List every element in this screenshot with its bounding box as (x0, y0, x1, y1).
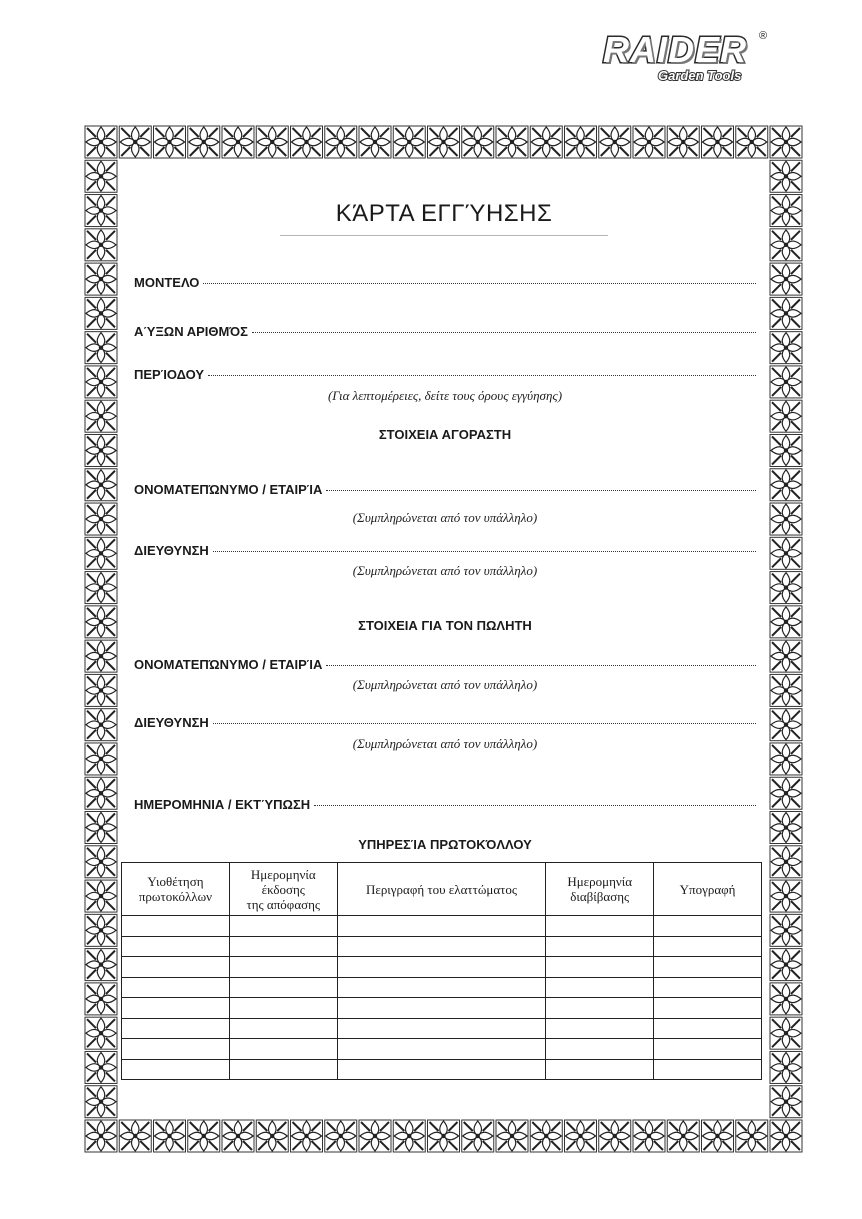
border-ornament-tile (770, 846, 802, 878)
border-ornament-tile (188, 1120, 220, 1152)
serial-label: ΑΎΞΩΝ ΑΡΙΘΜΌΣ (134, 324, 248, 339)
table-cell[interactable] (229, 998, 337, 1019)
border-ornament-tile (85, 640, 117, 672)
border-ornament-tile (770, 503, 802, 535)
col-header-adoption-line1: Υιοθέτηση (147, 874, 204, 889)
border-ornament-tile (291, 1120, 323, 1152)
col-header-defect-description-line1: Περιγραφή του ελαττώματος (365, 881, 518, 897)
seller-address-fill-line[interactable] (213, 722, 756, 724)
border-ornament-tile (188, 126, 220, 158)
border-ornament-tile (736, 1120, 768, 1152)
border-ornament-tile (85, 160, 117, 192)
table-cell[interactable] (654, 998, 762, 1019)
col-header-adoption (122, 863, 230, 916)
col-header-transmission-date-line1: Ημερομηνία (567, 874, 633, 889)
border-ornament-tile (85, 674, 117, 706)
border-ornament-tile (599, 126, 631, 158)
col-header-adoption-line2: πρωτοκόλλων (138, 889, 212, 904)
border-ornament-tile (770, 263, 802, 295)
border-ornament-tile (770, 1086, 802, 1118)
border-ornament-tile (393, 1120, 425, 1152)
period-label: ΠΕΡΊΟΔΟΥ (134, 367, 205, 382)
table-cell[interactable] (654, 936, 762, 957)
table-cell[interactable] (546, 998, 654, 1019)
border-ornament-tile (770, 229, 802, 261)
border-ornament-tile (770, 160, 802, 192)
col-header-decision-date-line1: Ημερομηνία (250, 866, 316, 882)
border-ornament-tile (85, 812, 117, 844)
border-ornament-tile (736, 126, 768, 158)
col-header-signature (654, 863, 762, 916)
border-ornament-tile (496, 1120, 528, 1152)
table-cell[interactable] (337, 977, 546, 998)
border-ornament-tile (428, 126, 460, 158)
border-ornament-tile (770, 640, 802, 672)
col-header-decision-date (229, 863, 337, 916)
col-header-transmission-date-line2: διαβίβασης (570, 889, 630, 904)
table-cell[interactable] (229, 1059, 337, 1080)
table-cell[interactable] (229, 936, 337, 957)
border-ornament-tile (119, 1120, 151, 1152)
table-row (122, 1059, 762, 1080)
border-ornament-tile (85, 366, 117, 398)
border-ornament-tile (428, 1120, 460, 1152)
table-cell[interactable] (546, 936, 654, 957)
border-ornament-tile (85, 606, 117, 638)
buyer-name-field[interactable] (134, 482, 756, 497)
border-ornament-tile (770, 709, 802, 741)
table-cell[interactable] (337, 916, 546, 937)
border-ornament-tile (770, 537, 802, 569)
border-ornament-tile (770, 674, 802, 706)
col-header-signature-line1: Υπογραφή (679, 881, 736, 897)
seller-address-label: ΔΙΕΥΘΥΝΣΗ (134, 715, 209, 730)
page-title: ΚΆΡΤΑ ΕΓΓΎΗΣΗΣ (335, 200, 553, 227)
border-ornament-tile (359, 126, 391, 158)
table-cell[interactable] (122, 1039, 230, 1060)
table-cell[interactable] (122, 957, 230, 978)
border-ornament-tile (770, 812, 802, 844)
table-cell[interactable] (546, 1039, 654, 1060)
table-cell[interactable] (654, 977, 762, 998)
border-ornament-tile (633, 1120, 665, 1152)
border-ornament-tile (85, 1086, 117, 1118)
print-date-label: ΗΜΕΡΟΜΗΝΙΑ / ΕΚΤΎΠΩΣΗ (134, 797, 311, 812)
border-ornament-tile (770, 572, 802, 604)
border-ornament-tile (770, 332, 802, 364)
print-date-fill-line[interactable] (314, 804, 756, 806)
border-ornament-tile (770, 1017, 802, 1049)
border-ornament-tile (496, 126, 528, 158)
border-ornament-tile (85, 537, 117, 569)
border-ornament-tile (770, 1120, 802, 1152)
table-cell[interactable] (337, 998, 546, 1019)
table-cell[interactable] (546, 1059, 654, 1080)
table-cell[interactable] (546, 977, 654, 998)
border-ornament-tile (85, 777, 117, 809)
period-fill-line[interactable] (208, 374, 756, 376)
border-ornament-tile (702, 126, 734, 158)
buyer-address-fill-line[interactable] (213, 550, 756, 552)
border-ornament-tile (770, 366, 802, 398)
seller-name-note: (Συμπληρώνεται από τον υπάλληλο) (352, 677, 538, 692)
border-ornament-tile (85, 1120, 117, 1152)
table-row (122, 998, 762, 1019)
border-ornament-tile (85, 949, 117, 981)
protocol-section-heading: ΥΠΗΡΕΣΊΑ ΠΡΩΤΟΚΌΛΛΟΥ (358, 837, 532, 852)
border-ornament-tile (770, 914, 802, 946)
border-ornament-tile (462, 1120, 494, 1152)
border-ornament-tile (633, 126, 665, 158)
border-ornament-tile (770, 297, 802, 329)
model-label: ΜΟΝΤΕΛΟ (134, 275, 200, 290)
border-ornament-tile (85, 469, 117, 501)
seller-name-fill-line[interactable] (326, 664, 756, 666)
table-cell[interactable] (654, 1018, 762, 1039)
border-ornament-tile (530, 126, 562, 158)
border-ornament-tile (325, 126, 357, 158)
table-cell[interactable] (122, 977, 230, 998)
border-ornament-tile (256, 126, 288, 158)
border-ornament-tile (222, 1120, 254, 1152)
border-ornament-tile (702, 1120, 734, 1152)
seller-name-label: ΟΝΟΜΑΤΕΠΏΝΥΜΟ / ΕΤΑΙΡΊΑ (134, 657, 323, 672)
title-divider (280, 235, 608, 236)
border-ornament-tile (770, 469, 802, 501)
border-ornament-tile (599, 1120, 631, 1152)
border-ornament-tile (85, 983, 117, 1015)
border-ornament-tile (530, 1120, 562, 1152)
border-ornament-tile (85, 880, 117, 912)
table-cell[interactable] (546, 916, 654, 937)
table-cell[interactable] (229, 977, 337, 998)
table-cell[interactable] (337, 936, 546, 957)
buyer-section-heading: ΣΤΟΙΧΕΙΑ ΑΓΟΡΑΣΤΗ (378, 427, 512, 442)
table-cell[interactable] (122, 916, 230, 937)
border-ornament-tile (770, 606, 802, 638)
buyer-name-label: ΟΝΟΜΑΤΕΠΏΝΥΜΟ / ΕΤΑΙΡΊΑ (134, 482, 323, 497)
border-ornament-tile (85, 1017, 117, 1049)
buyer-address-note: (Συμπληρώνεται από τον υπάλληλο) (352, 563, 538, 578)
border-ornament-tile (85, 229, 117, 261)
table-cell[interactable] (122, 1059, 230, 1080)
table-cell[interactable] (337, 1039, 546, 1060)
border-ornament-tile (359, 1120, 391, 1152)
border-ornament-tile (770, 400, 802, 432)
table-cell[interactable] (337, 957, 546, 978)
buyer-name-fill-line[interactable] (326, 489, 756, 491)
border-ornament-tile (770, 983, 802, 1015)
table-cell[interactable] (229, 1018, 337, 1039)
border-ornament-tile (85, 1051, 117, 1083)
table-cell[interactable] (654, 1039, 762, 1060)
seller-name-field[interactable] (134, 657, 756, 672)
border-ornament-tile (154, 126, 186, 158)
border-ornament-tile (154, 1120, 186, 1152)
border-ornament-tile (565, 1120, 597, 1152)
protocol-table-header-row (122, 863, 762, 916)
border-ornament-tile (565, 126, 597, 158)
table-cell[interactable] (337, 1059, 546, 1080)
border-ornament-tile (85, 914, 117, 946)
border-ornament-tile (462, 126, 494, 158)
registered-mark: ® (759, 30, 768, 42)
print-date-field[interactable] (134, 797, 756, 812)
border-ornament-tile (770, 777, 802, 809)
table-cell[interactable] (337, 1018, 546, 1039)
border-ornament-tile (770, 1051, 802, 1083)
border-ornament-tile (85, 434, 117, 466)
table-row (122, 957, 762, 978)
border-ornament-tile (393, 126, 425, 158)
table-cell[interactable] (229, 916, 337, 937)
col-header-defect-description (337, 863, 546, 916)
border-ornament-tile (256, 1120, 288, 1152)
serial-fill-line[interactable] (252, 331, 756, 333)
table-cell[interactable] (122, 1018, 230, 1039)
col-header-transmission-date (546, 863, 654, 916)
border-ornament-tile (85, 297, 117, 329)
model-fill-line[interactable] (203, 282, 756, 284)
period-field[interactable] (134, 367, 756, 382)
border-ornament-tile (85, 263, 117, 295)
border-ornament-tile (770, 126, 802, 158)
model-field[interactable] (134, 275, 756, 290)
logo-brand-text: RAIDER (603, 29, 748, 70)
seller-address-note: (Συμπληρώνεται από τον υπάλληλο) (352, 736, 538, 751)
seller-section-heading: ΣΤΟΙΧΕΙΑ ΓΙΑ ΤΟΝ ΠΩΛΗΤΗ (358, 618, 532, 633)
border-ornament-tile (85, 400, 117, 432)
table-cell[interactable] (654, 916, 762, 937)
table-row (122, 916, 762, 937)
border-ornament-tile (85, 572, 117, 604)
border-ornament-tile (85, 743, 117, 775)
buyer-address-label: ΔΙΕΥΘΥΝΣΗ (134, 543, 209, 558)
table-cell[interactable] (546, 957, 654, 978)
border-ornament-tile (770, 949, 802, 981)
buyer-address-field[interactable] (134, 543, 756, 558)
table-row (122, 936, 762, 957)
border-ornament-tile (291, 126, 323, 158)
table-cell[interactable] (122, 998, 230, 1019)
col-header-decision-date-line3: της απόφασης (246, 896, 321, 912)
table-cell[interactable] (229, 957, 337, 978)
serial-field[interactable] (134, 324, 756, 339)
terms-note: (Για λεπτομέρειες, δείτε τους όρους εγγύησης) (327, 388, 563, 403)
buyer-name-note: (Συμπληρώνεται από τον υπάλληλο) (352, 510, 538, 525)
table-cell[interactable] (229, 1039, 337, 1060)
logo-tagline: Garden Tools (658, 68, 742, 83)
border-ornament-tile (222, 126, 254, 158)
table-cell[interactable] (654, 1059, 762, 1080)
protocol-table (121, 862, 762, 1080)
border-ornament-tile (85, 195, 117, 227)
table-cell[interactable] (546, 1018, 654, 1039)
border-ornament-tile (770, 880, 802, 912)
border-ornament-tile (770, 195, 802, 227)
border-ornament-tile (325, 1120, 357, 1152)
border-ornament-tile (85, 332, 117, 364)
border-ornament-tile (119, 126, 151, 158)
border-ornament-tile (85, 503, 117, 535)
table-row (122, 1039, 762, 1060)
border-ornament-tile (770, 743, 802, 775)
border-ornament-tile (85, 846, 117, 878)
border-ornament-tile (85, 709, 117, 741)
seller-address-field[interactable] (134, 715, 756, 730)
col-header-decision-date-line2: έκδοσης (261, 881, 305, 897)
table-cell[interactable] (122, 936, 230, 957)
table-row (122, 977, 762, 998)
table-row (122, 1018, 762, 1039)
table-cell[interactable] (654, 957, 762, 978)
border-ornament-tile (770, 434, 802, 466)
border-ornament-tile (667, 1120, 699, 1152)
border-ornament-tile (85, 126, 117, 158)
border-ornament-tile (667, 126, 699, 158)
